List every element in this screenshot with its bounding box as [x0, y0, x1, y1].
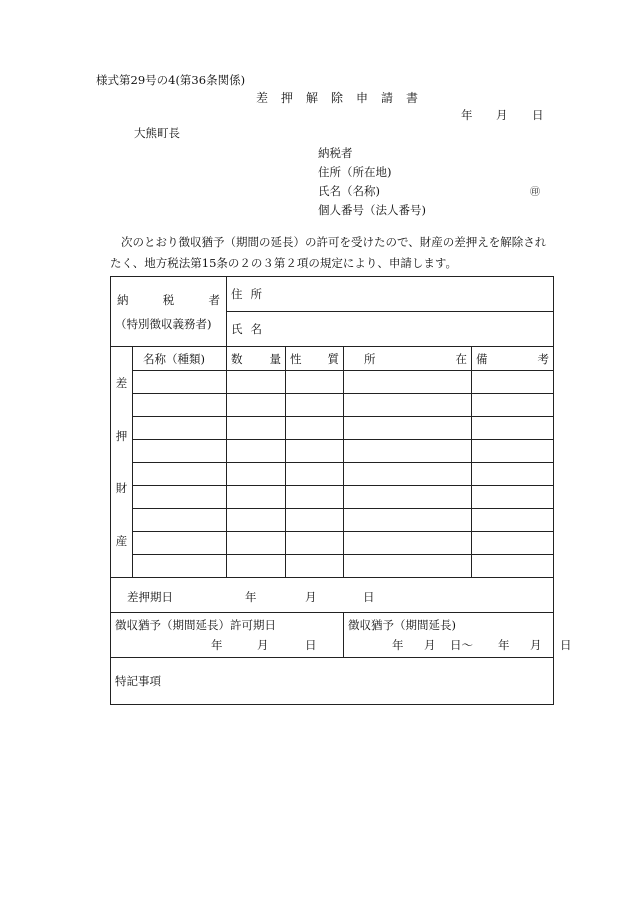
property-remarks-cell[interactable]: [472, 394, 554, 417]
applicant-address-label: 住所（所在地): [318, 165, 392, 179]
property-remarks-cell[interactable]: [472, 463, 554, 486]
property-name-cell[interactable]: [133, 417, 227, 440]
header-nature: 性 質: [286, 347, 344, 371]
applicant-name-label: 氏名（名称): [318, 184, 380, 198]
property-nature-cell[interactable]: [286, 417, 344, 440]
property-row: [111, 555, 554, 578]
property-quantity-cell[interactable]: [227, 440, 286, 463]
seizure-date-field[interactable]: [111, 578, 554, 613]
property-quantity-cell[interactable]: [227, 371, 286, 394]
header-location: 所 在: [344, 347, 472, 371]
property-remarks-cell[interactable]: [472, 532, 554, 555]
property-remarks-cell[interactable]: [472, 509, 554, 532]
property-nature-cell[interactable]: [286, 394, 344, 417]
property-location-cell[interactable]: [344, 417, 472, 440]
property-nature-cell[interactable]: [286, 440, 344, 463]
property-location-cell[interactable]: [344, 440, 472, 463]
property-remarks-cell[interactable]: [472, 417, 554, 440]
seal-mark: ㊞: [530, 187, 540, 198]
grace-period-field[interactable]: [344, 613, 572, 658]
property-quantity-cell[interactable]: [227, 394, 286, 417]
property-quantity-cell[interactable]: [227, 555, 286, 578]
property-side-label: 差 押 財 産: [115, 376, 128, 548]
taxpayer-address-field[interactable]: 住所: [227, 277, 554, 312]
seizure-day-unit: 日: [363, 590, 375, 604]
grace-from-day-unit: 日〜: [450, 638, 473, 652]
addressee: 大熊町長: [134, 126, 180, 140]
property-name-cell[interactable]: [133, 486, 227, 509]
property-name-cell[interactable]: [133, 463, 227, 486]
property-quantity-cell[interactable]: [227, 486, 286, 509]
property-remarks-cell[interactable]: [472, 371, 554, 394]
taxpayer-label-cell: [111, 277, 227, 347]
property-name-cell[interactable]: [133, 509, 227, 532]
special-notes-label: 特記事項: [115, 674, 161, 688]
grace-permit-field[interactable]: [111, 613, 344, 658]
property-row: [111, 371, 554, 394]
property-row: [111, 486, 554, 509]
property-row: [111, 440, 554, 463]
taxpayer-sub-label: （特別徴収義務者): [115, 316, 212, 331]
property-remarks-cell[interactable]: [472, 555, 554, 578]
property-nature-cell[interactable]: [286, 532, 344, 555]
date-month-unit: 月: [496, 108, 508, 122]
property-name-cell[interactable]: [133, 555, 227, 578]
property-nature-cell[interactable]: [286, 555, 344, 578]
property-name-cell[interactable]: [133, 394, 227, 417]
date-year-unit: 年: [461, 108, 473, 122]
property-side-label-cell: [111, 347, 133, 578]
property-nature-cell[interactable]: [286, 463, 344, 486]
property-location-cell[interactable]: [344, 371, 472, 394]
grace-permit-day-unit: 日: [305, 638, 317, 652]
property-nature-cell[interactable]: [286, 486, 344, 509]
body-text: 次のとおり徴収猶予（期間の延長）の許可を受けたので、財産の差押えを解除されたく、地方税法第15条の２の３第２項の規定により、申請します。: [110, 235, 547, 270]
header-name: 名称（種類): [133, 347, 227, 371]
page-title: 差押解除申請書: [256, 91, 432, 105]
grace-permit-year-unit: 年: [211, 638, 223, 652]
property-name-cell[interactable]: [133, 371, 227, 394]
grace-from-month-unit: 月: [424, 638, 436, 652]
property-location-cell[interactable]: [344, 555, 472, 578]
application-table: [110, 276, 572, 705]
special-notes-field[interactable]: [111, 658, 554, 705]
property-row: [111, 509, 554, 532]
property-name-cell[interactable]: [133, 532, 227, 555]
seizure-date-label: 差押期日: [127, 590, 173, 604]
grace-permit-label: 徴収猶予（期間延長）許可期日: [115, 618, 276, 632]
property-remarks-cell[interactable]: [472, 486, 554, 509]
header-quantity: 数 量: [227, 347, 286, 371]
property-location-cell[interactable]: [344, 532, 472, 555]
grace-from-year-unit: 年: [392, 638, 404, 652]
grace-to-month-unit: 月: [530, 638, 542, 652]
property-name-cell[interactable]: [133, 440, 227, 463]
date-day-unit: 日: [532, 108, 544, 122]
property-row: [111, 417, 554, 440]
grace-permit-month-unit: 月: [257, 638, 269, 652]
seizure-year-unit: 年: [245, 590, 257, 604]
property-location-cell[interactable]: [344, 463, 472, 486]
property-row: [111, 463, 554, 486]
property-nature-cell[interactable]: [286, 509, 344, 532]
applicant-heading: 納税者: [318, 146, 353, 160]
taxpayer-name-field[interactable]: 氏名: [227, 312, 554, 347]
property-nature-cell[interactable]: [286, 371, 344, 394]
property-remarks-cell[interactable]: [472, 440, 554, 463]
grace-period-label: 徴収猶予（期間延長): [348, 618, 456, 632]
property-location-cell[interactable]: [344, 394, 472, 417]
grace-to-year-unit: 年: [498, 638, 510, 652]
property-quantity-cell[interactable]: [227, 532, 286, 555]
property-row: [111, 532, 554, 555]
form-number: 様式第29号の4(第36条関係): [96, 73, 246, 87]
seizure-month-unit: 月: [305, 590, 317, 604]
property-row: [111, 394, 554, 417]
applicant-number-label: 個人番号（法人番号): [318, 203, 426, 217]
property-quantity-cell[interactable]: [227, 417, 286, 440]
property-quantity-cell[interactable]: [227, 463, 286, 486]
property-location-cell[interactable]: [344, 509, 472, 532]
property-quantity-cell[interactable]: [227, 509, 286, 532]
property-location-cell[interactable]: [344, 486, 472, 509]
taxpayer-label: 納 税 者: [117, 292, 220, 307]
header-remarks: 備 考: [472, 347, 554, 371]
grace-to-day-unit: 日: [560, 638, 572, 652]
